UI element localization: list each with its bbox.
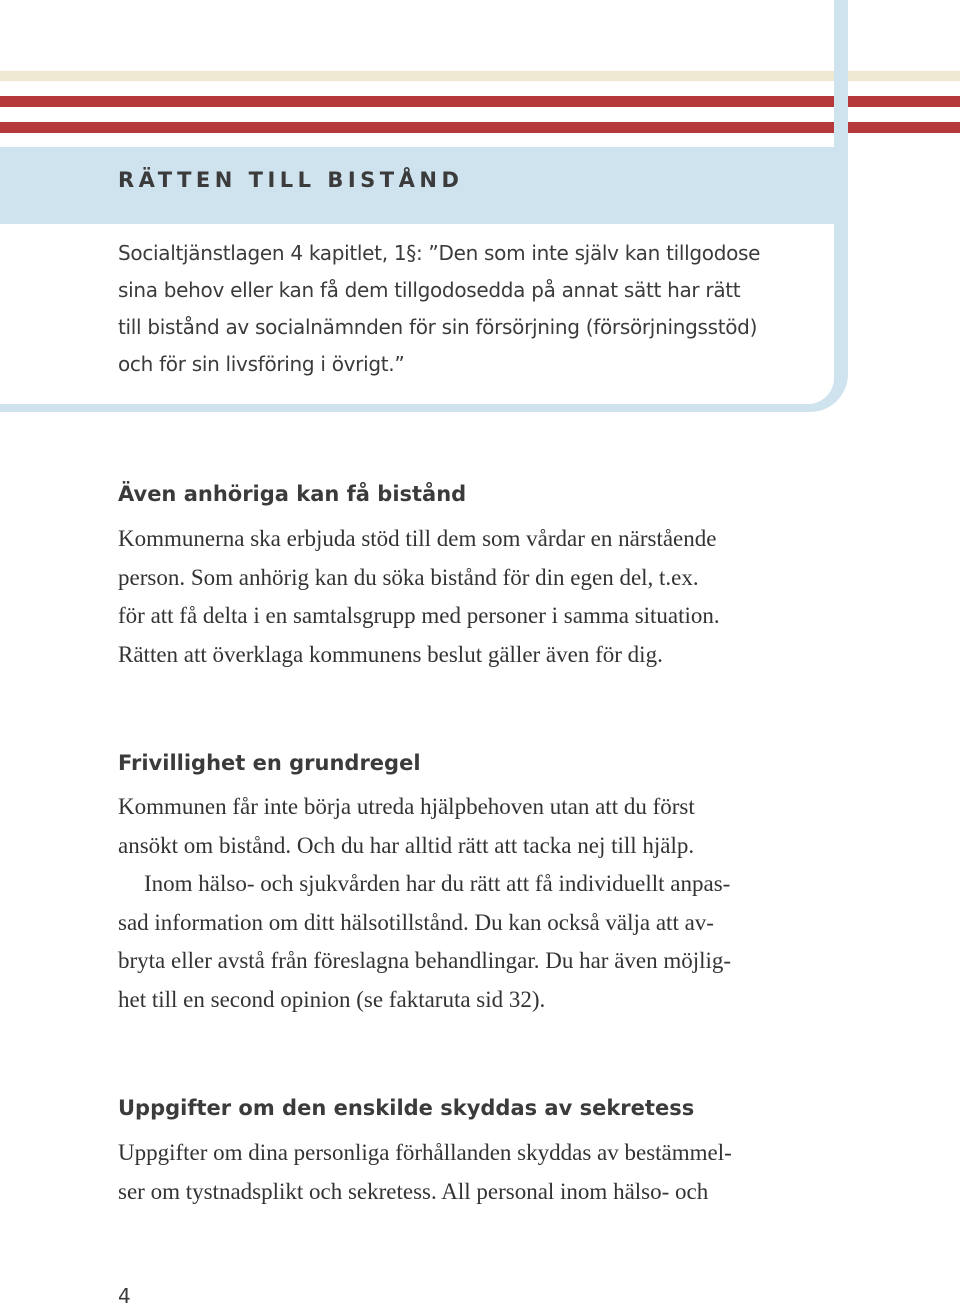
section-heading-confidentiality: Uppgifter om den enskilde skyddas av sekretess — [118, 1096, 695, 1120]
section-body-relatives — [118, 520, 720, 674]
section-body-voluntariness — [118, 788, 731, 1019]
paragraph-line: för att få delta i en samtalsgrupp med personer i samma situation. — [118, 603, 720, 628]
factbox-line: och för sin livsföring i övrigt.” — [118, 352, 405, 376]
paragraph-line: Uppgifter om dina personliga förhållanden skyddas av bestämmel- — [118, 1140, 732, 1165]
factbox-line: Socialtjänstlagen 4 kapitlet, 1§: ”Den som inte själv kan tillgodose — [118, 241, 761, 265]
factbox-quote — [118, 235, 838, 383]
paragraph-line: Kommunen får inte börja utreda hjälpbehoven utan att du först — [118, 794, 695, 819]
factbox-title: RÄTTEN TILL BISTÅND — [118, 168, 464, 192]
paragraph-line: bryta eller avstå från föreslagna behandlingar. Du har även möjlig- — [118, 948, 732, 973]
section-heading-voluntariness: Frivillighet en grundregel — [118, 751, 421, 775]
paragraph-line: Rätten att överklaga kommunens beslut gäller även för dig. — [118, 641, 663, 667]
page-number: 4 — [118, 1284, 131, 1308]
paragraph-line: het till en second opinion (se faktaruta sid 32). — [118, 986, 546, 1012]
paragraph-line: person. Som anhörig kan du söka bistånd för din egen del, t.ex. — [118, 564, 699, 590]
factbox-frame-line — [834, 0, 848, 160]
factbox-line: till bistånd av socialnämnden för sin försörjning (försörjningsstöd) — [118, 315, 758, 339]
paragraph-line: sad information om ditt hälsotillstånd. Du kan också välja att av- — [118, 909, 714, 935]
decorative-stripe-red-top — [0, 96, 960, 107]
section-body-confidentiality — [118, 1134, 732, 1211]
decorative-stripe-red-bottom — [0, 122, 960, 133]
paragraph-line: ser om tystnadsplikt och sekretess. All personal inom hälso- och — [118, 1178, 709, 1204]
factbox-line: sina behov eller kan få dem tillgodosedda på annat sätt har rätt — [118, 278, 741, 302]
paragraph-line: Kommunerna ska erbjuda stöd till dem som vårdar en närstående — [118, 526, 717, 551]
section-heading-relatives: Även anhöriga kan få bistånd — [118, 482, 467, 506]
paragraph-line: Inom hälso- och sjukvården har du rätt att få individuellt anpas- — [144, 871, 731, 896]
paragraph-line: ansökt om bistånd. Och du har alltid rätt att tacka nej till hjälp. — [118, 832, 695, 858]
decorative-stripe-cream — [0, 71, 960, 81]
